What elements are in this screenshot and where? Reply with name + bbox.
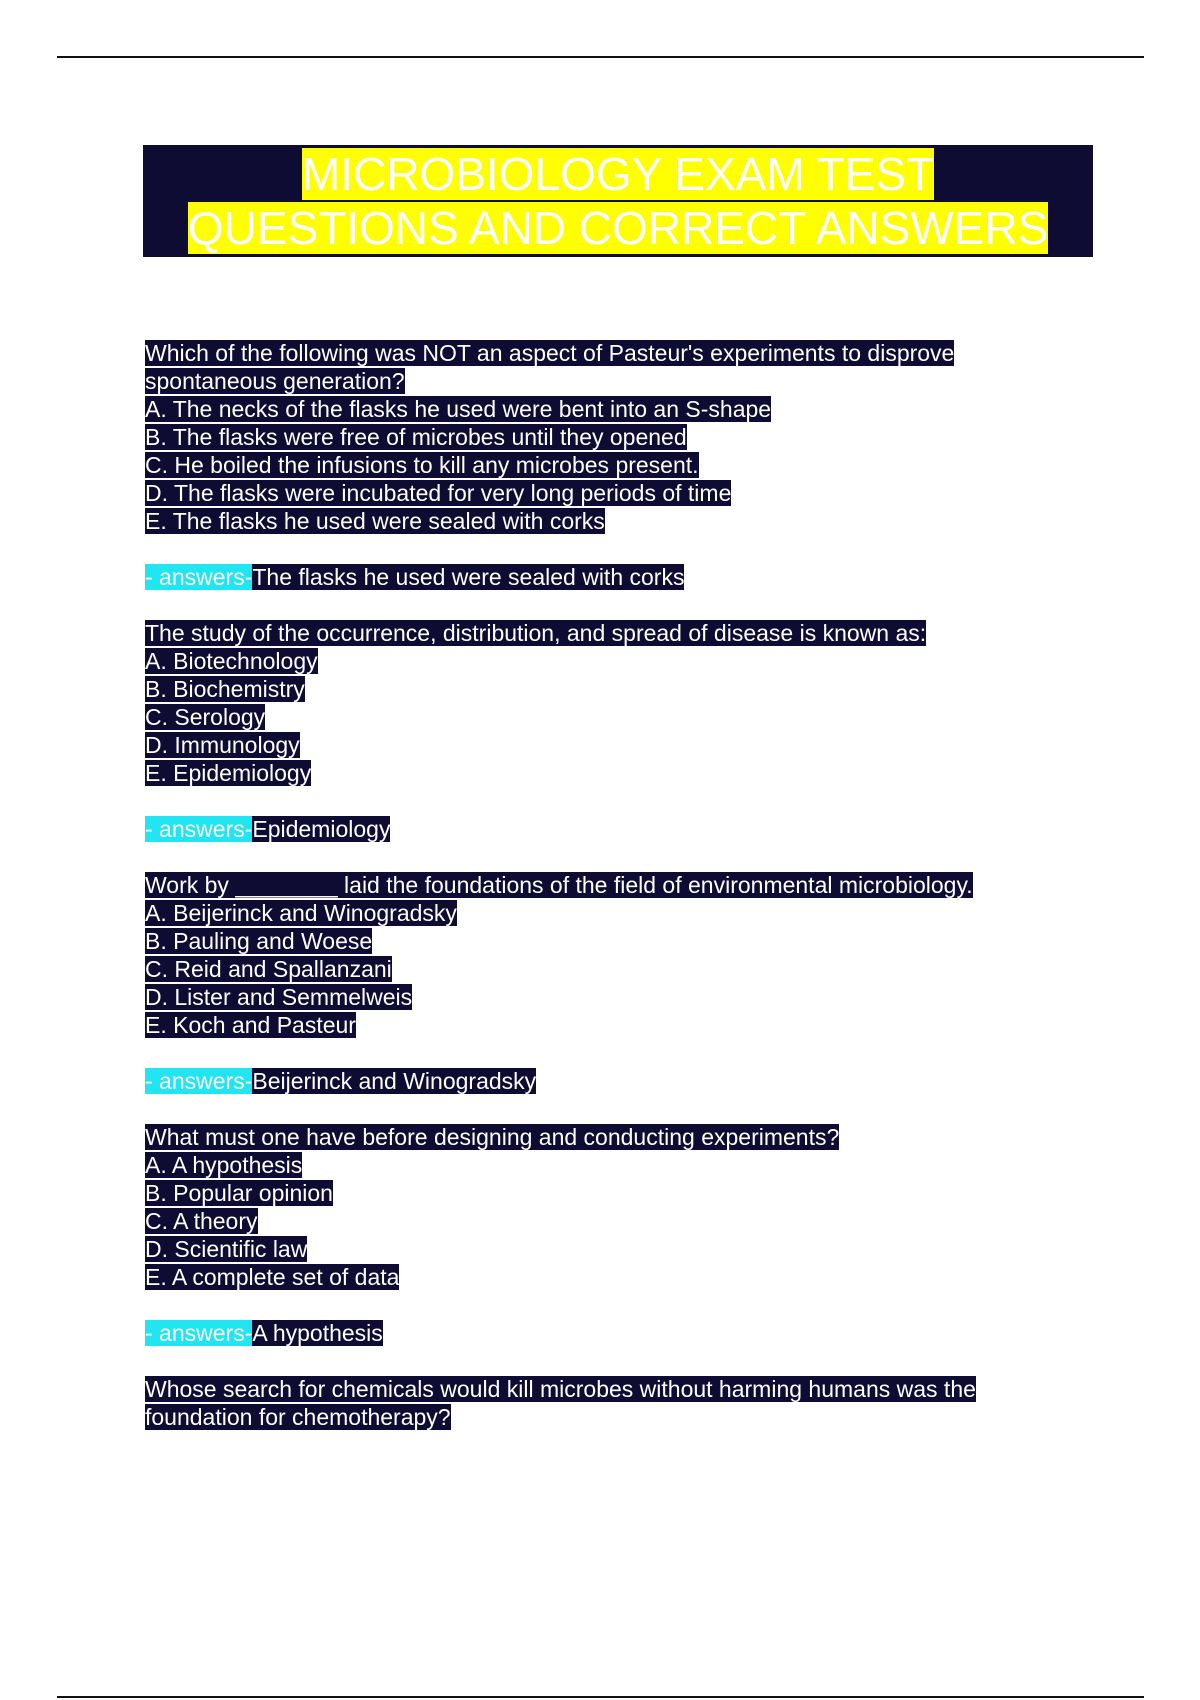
answer-option: B. Popular opinion (145, 1180, 333, 1206)
question-text: Whose search for chemicals would kill microbes without harming humans was the (145, 1376, 976, 1402)
title-line-2: QUESTIONS AND CORRECT ANSWERS (187, 202, 1049, 254)
answer-text: A hypothesis (252, 1320, 383, 1346)
answer-prefix: - answers- (145, 1320, 253, 1346)
answer-option: D. Immunology (145, 732, 300, 758)
answer-line (145, 815, 1045, 843)
answer-option: E. A complete set of data (145, 1264, 400, 1290)
answer-prefix: - answers- (145, 564, 253, 590)
question-text: foundation for chemotherapy? (145, 1404, 451, 1430)
answer-option: C. Reid and Spallanzani (145, 956, 392, 982)
question-text: Work by ________ laid the foundations of the field of environmental microbiology. (145, 872, 973, 898)
answer-option: B. The flasks were free of microbes until they opened (145, 424, 687, 450)
title-banner (143, 145, 1093, 257)
answer-prefix: - answers- (145, 816, 253, 842)
answer-option: B. Biochemistry (145, 676, 305, 702)
answer-option: A. The necks of the flasks he used were bent into an S-shape (145, 396, 772, 422)
answer-option: D. Scientific law (145, 1236, 308, 1262)
answer-option: A. Beijerinck and Winogradsky (145, 900, 457, 926)
question-text: spontaneous generation? (145, 368, 405, 394)
question-block (145, 619, 1045, 787)
top-rule (57, 56, 1144, 58)
answer-option: D. Lister and Semmelweis (145, 984, 413, 1010)
answer-option: E. Koch and Pasteur (145, 1012, 356, 1038)
answer-option: A. A hypothesis (145, 1152, 303, 1178)
answer-option: A. Biotechnology (145, 648, 318, 674)
answer-text: Beijerinck and Winogradsky (252, 1068, 537, 1094)
answer-option: D. The flasks were incubated for very long periods of time (145, 480, 732, 506)
answer-text: The flasks he used were sealed with corks (252, 564, 685, 590)
answer-option: E. The flasks he used were sealed with corks (145, 508, 605, 534)
question-text: Which of the following was NOT an aspect of Pasteur's experiments to disprove (145, 340, 955, 366)
answer-option: C. He boiled the infusions to kill any microbes present. (145, 452, 699, 478)
answer-line (145, 1067, 1045, 1095)
question-block (145, 339, 1045, 535)
questions-content (145, 339, 1045, 1431)
answer-option: E. Epidemiology (145, 760, 312, 786)
answer-option: B. Pauling and Woese (145, 928, 373, 954)
question-text: The study of the occurrence, distribution, and spread of disease is known as: (145, 620, 927, 646)
title-line-1: MICROBIOLOGY EXAM TEST (301, 148, 935, 200)
question-text: What must one have before designing and conducting experiments? (145, 1124, 840, 1150)
bottom-rule (57, 1696, 1144, 1698)
answer-line (145, 1319, 1045, 1347)
question-block (145, 1375, 1045, 1431)
answer-option: C. Serology (145, 704, 266, 730)
question-block (145, 871, 1045, 1039)
answer-prefix: - answers- (145, 1068, 253, 1094)
question-block (145, 1123, 1045, 1291)
answer-line (145, 563, 1045, 591)
answer-text: Epidemiology (252, 816, 391, 842)
answer-option: C. A theory (145, 1208, 258, 1234)
